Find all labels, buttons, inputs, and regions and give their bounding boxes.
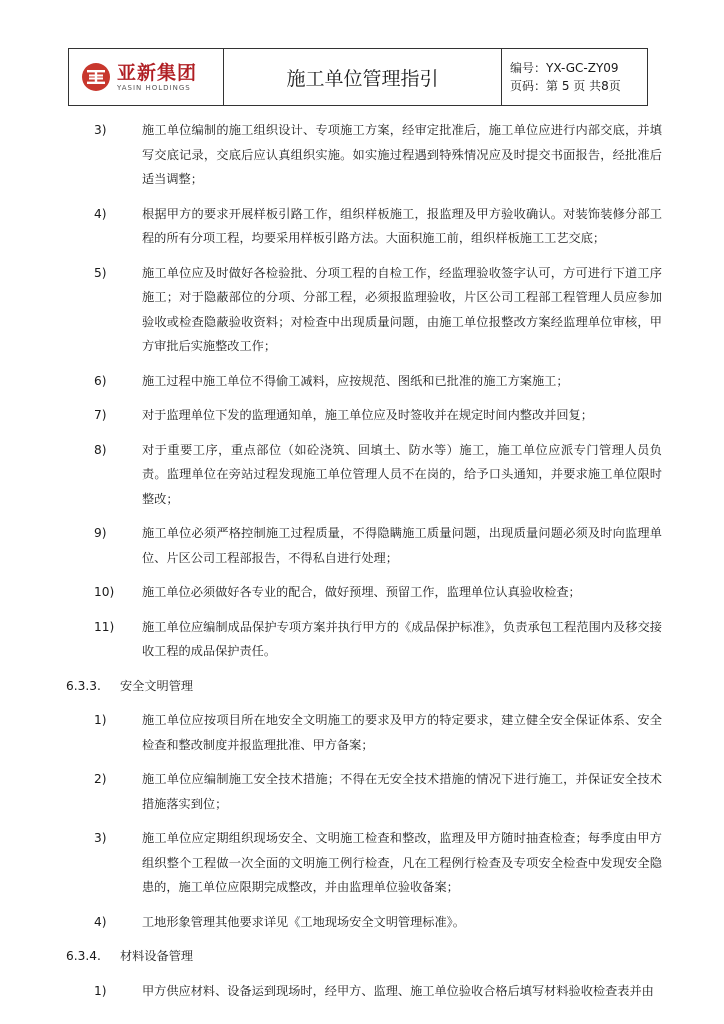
- list-item-number: 9): [94, 526, 107, 540]
- list-item-number: 1): [94, 713, 107, 727]
- section-number: 6.3.4.: [66, 949, 101, 963]
- company-logo: [69, 49, 224, 105]
- list-item-number: 6): [94, 373, 107, 388]
- list-item-number: 3): [94, 123, 107, 137]
- document-title: 施工单位管理指引: [224, 49, 502, 105]
- safety-list: [66, 708, 662, 934]
- list-item-text: 施工过程中施工单位不得偷工减料，应按规范、图纸和已批准的施工方案施工；: [142, 373, 569, 388]
- document-body: [66, 118, 662, 1013]
- list-item-text: 甲方供应材料、设备运到现场时，经甲方、监理、施工单位验收合格后填写材料验收检查表并由: [142, 983, 654, 998]
- list-item-text: 对于监理单位下发的监理通知单，施工单位应及时签收并在规定时间内整改并回复；: [142, 408, 593, 422]
- list-item: [66, 580, 662, 605]
- section-title: 安全文明管理: [120, 678, 194, 693]
- list-item: [66, 261, 662, 359]
- list-item: [66, 521, 662, 570]
- list-item-number: 3): [94, 831, 107, 845]
- list-item: [66, 826, 662, 900]
- list-item: [66, 369, 662, 394]
- list-item-text: 施工单位编制的施工组织设计、专项施工方案，经审定批准后，施工单位应进行内部交底，并填写交底记录，交底后应认真组织实施。如实施过程遇到特殊情况应及时提交书面报告，经批准后适当调整；: [142, 123, 662, 186]
- list-item-number: 4): [94, 914, 107, 929]
- list-item-number: 8): [94, 442, 107, 457]
- list-item: [66, 202, 662, 251]
- list-item: [66, 767, 662, 816]
- materials-list: [66, 979, 662, 1004]
- list-item-number: 7): [94, 408, 107, 422]
- company-logo-icon: [81, 62, 111, 92]
- logo-english-name: YASIN HOLDINGS: [117, 83, 191, 92]
- logo-chinese-name: 亚新集团: [117, 61, 198, 84]
- list-item: [66, 708, 662, 757]
- document-meta: [502, 49, 647, 105]
- list-item-text: 施工单位必须严格控制施工过程质量，不得隐瞒施工质量问题，出现质量问题必须及时向监理单位、片区公司工程部报告，不得私自进行处理；: [142, 526, 662, 565]
- document-code: 编号：YX-GC-ZY09: [510, 61, 619, 75]
- list-item-text: 施工单位必须做好各专业的配合，做好预埋、预留工作，监理单位认真验收检查；: [142, 585, 581, 599]
- list-item-text: 施工单位应定期组织现场安全、文明施工检查和整改，监理及甲方随时抽查检查；每季度由甲方组织整个工程做一次全面的文明施工例行检查，凡在工程例行检查及专项安全检查中发现安全隐患的，施工单位应限期完成整改，并由监理单位验收备案；: [142, 831, 662, 894]
- quality-list: [66, 118, 662, 664]
- section-number: 6.3.3.: [66, 678, 101, 693]
- list-item-text: 施工单位应及时做好各检验批、分项工程的自检工作，经监理验收签字认可，方可进行下道工序施工；对于隐蔽部位的分项、分部工程，必须报监理验收，片区公司工程部工程管理人员应参加验收或检查隐蔽验收资料；对检查中出现质量问题，由施工单位报整改方案经监理单位审核，甲方审批后实施整改工作；: [142, 265, 662, 353]
- list-item-number: 2): [94, 772, 107, 786]
- list-item-text: 施工单位应按项目所在地安全文明施工的要求及甲方的特定要求，建立健全安全保证体系、安全检查和整改制度并报监理批准、甲方备案；: [142, 713, 662, 752]
- section-title: 材料设备管理: [120, 949, 194, 963]
- list-item-number: 4): [94, 206, 107, 221]
- list-item-text: 施工单位应编制施工安全技术措施；不得在无安全技术措施的情况下进行施工，并保证安全技术措施落实到位；: [142, 772, 662, 811]
- list-item: [66, 438, 662, 512]
- list-item: [66, 403, 662, 428]
- list-item-number: 10): [94, 585, 115, 599]
- document-header: [68, 48, 648, 106]
- list-item-text: 施工单位应编制成品保护专项方案并执行甲方的《成品保护标准》，负责承包工程范围内及移交接收工程的成品保护责任。: [142, 619, 662, 658]
- list-item-text: 根据甲方的要求开展样板引路工作，组织样板施工，报监理及甲方验收确认。对装饰装修分部工程的所有分项工程，均要采用样板引路方法。大面积施工前，组织样板施工工艺交底；: [142, 206, 662, 245]
- list-item-text: 工地形象管理其他要求详见《工地现场安全文明管理标准》。: [142, 914, 465, 929]
- list-item: [66, 615, 662, 664]
- section-heading-materials: [66, 944, 662, 969]
- page-number: 页码：第 5 页 共8页: [510, 79, 621, 93]
- list-item-text: 对于重要工序，重点部位（如砼浇筑、回填土、防水等）施工，施工单位应派专门管理人员负责。监理单位在旁站过程发现施工单位管理人员不在岗的，给予口头通知，并要求施工单位限时整改；: [142, 442, 662, 506]
- list-item-number: 11): [94, 619, 115, 634]
- section-heading-safety: [66, 674, 662, 699]
- list-item: [66, 910, 662, 935]
- list-item: [66, 979, 662, 1004]
- list-item: [66, 118, 662, 192]
- list-item-number: 1): [94, 983, 107, 998]
- list-item-number: 5): [94, 265, 107, 280]
